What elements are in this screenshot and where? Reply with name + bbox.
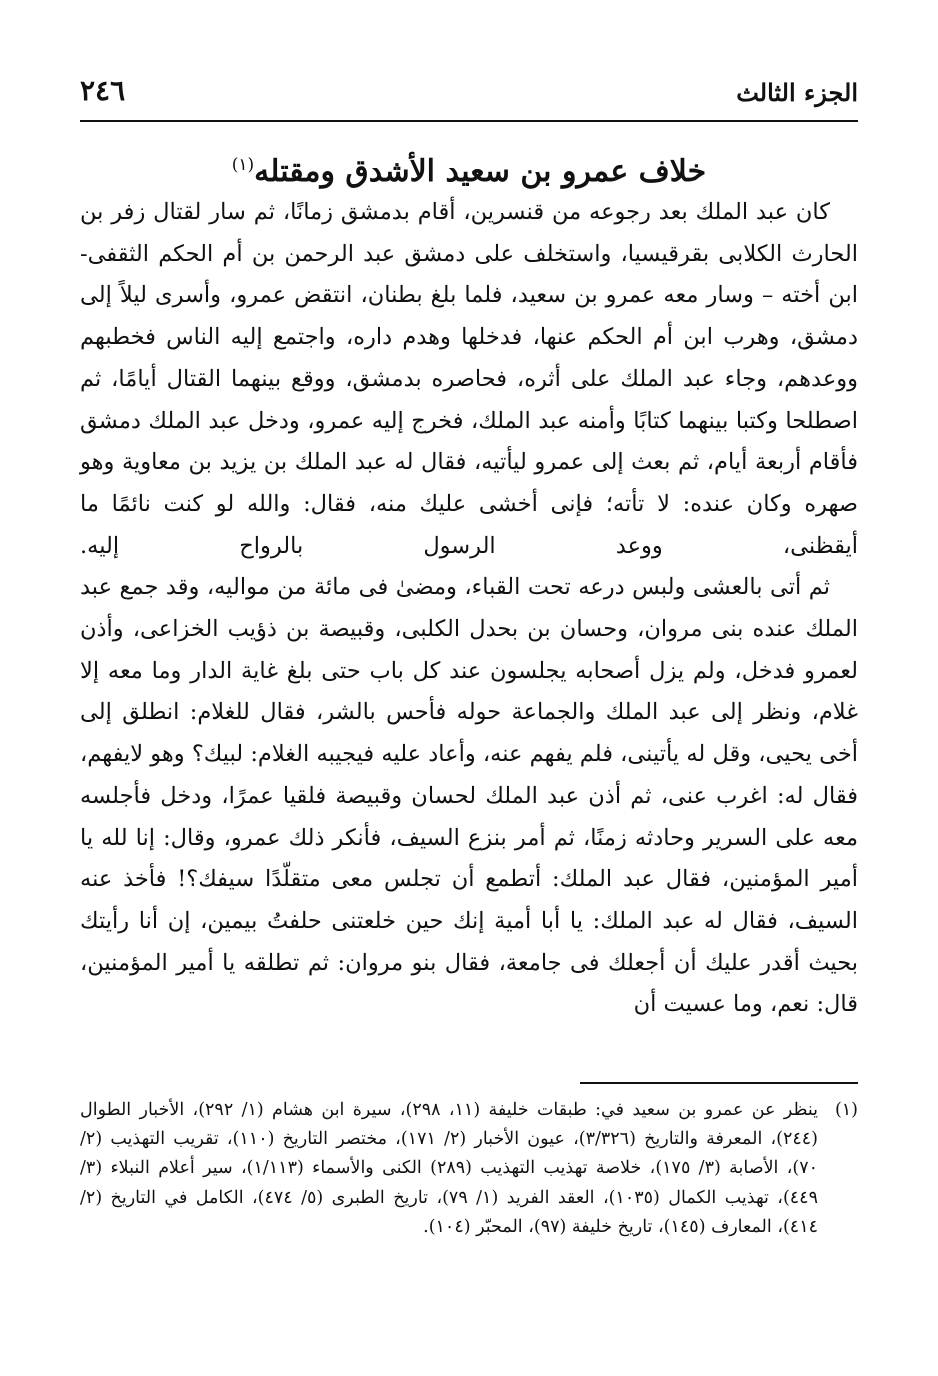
running-head: الجزء الثالث xyxy=(736,78,858,107)
body-text xyxy=(80,192,858,1026)
paragraph: ثم أتى بالعشى ولبس درعه تحت القباء، ومضىٰ فى مائة من مواليه، وقد جمع عبد الملك عنده بنى مروان، وحسان بن بحدل الكلبى، وقبيصة بن ذؤيب الخزاعى، وأذن لعمرو فدخل، ولم يزل أصحابه يجلسون عند كل باب حتى بلغ غاية الدار وما معه إلا غلام، ونظر إلى عبد الملك والجماعة حوله فأحس بالشر، فقال للغلام: انطلق إلى أخى يحيى، وقل له يأتينى، فلم يفهم عنه، وأعاد عليه فيجيبه الغلام: لبيك؟ وهو لايفهم، فقال له: اغرب عنى، ثم أذن عبد الملك لحسان وقبيصة فلقيا عمرًا، ودخل فأجلسه معه على السرير وحادثه زمنًا، ثم أمر بنزع السيف، فأنكر ذلك عمرو، وقال: إنا لله يا أمير المؤمنين، فقال عبد الملك: أتطمع أن تجلس معى متقلّدًا سيفك؟! فأخذ عنه السيف، فقال له عبد الملك: يا أبا أمية إنك حين خلعتنى حلفتُ بيمين، إن أنا رأيتك بحيث أقدر عليك أن أجعلك فى جامعة، فقال بنو مروان: ثم تطلقه يا أمير المؤمنين، قال: نعم، وما عسيت أن xyxy=(80,574,858,1018)
footnote-text: ينظر عن عمرو بن سعيد في: طبقات خليفة (١١، ٢٩٨)، سيرة ابن هشام (١/ ٢٩٢)، الأخبار الطوال (٢٤٤)، المعرفة والتاريخ (٣/٣٢٦)، عيون الأخبار (٢/ ١٧١)، مختصر التاريخ (١١٠)، تقريب التهذيب (٢/ ٧٠)، الأصابة (٣/ ١٧٥)، خلاصة تهذيب التهذيب (٢٨٩) الكنى والأسماء (١/١١٣)، سير أعلام النبلاء (٣/ ٤٤٩)، تهذيب الكمال (١٠٣٥)، العقد الفريد (١/ ٧٩)، تاريخ الطبرى (٥/ ٤٧٤)، الكامل في التاريخ (٢/ ٤١٤)، المعارف (١٤٥)، تاريخ خليفة (٩٧)، المحبّر (١٠٤). xyxy=(80,1100,819,1237)
chapter-title xyxy=(80,140,858,197)
page-header xyxy=(80,72,858,122)
footnote-marker: (١) xyxy=(834,1100,858,1120)
footnote-reference: (١) xyxy=(231,155,255,175)
footnotes xyxy=(80,1096,858,1242)
page-number: ٢٤٦ xyxy=(80,74,126,107)
chapter-title-text: خلاف عمرو بن سعيد الأشدق ومقتله xyxy=(254,154,707,189)
footnote-separator xyxy=(580,1082,858,1084)
paragraph: كان عبد الملك بعد رجوعه من قنسرين، أقام بدمشق زمانًا، ثم سار لقتال زفر بن الحارث الكلابى بقرقيسيا، واستخلف على دمشق عبد الرحمن بن أم الحكم الثقفى- ابن أخته – وسار معه عمرو بن سعيد، فلما بلغ بطنان، انتقض عمرو، وأسرى ليلاً إلى دمشق، وهرب ابن أم الحكم عنها، فدخلها وهدم داره، واجتمع إليه الناس فخطبهم ووعدهم، وجاء عبد الملك على أثره، فحاصره بدمشق، ووقع بينهما القتال أيامًا، ثم اصطلحا وكتبا بينهما كتابًا وأمنه عبد الملك، فخرج إليه عمرو، ودخل عبد الملك دمشق فأقام أربعة أيام، ثم بعث إلى عمرو ليأتيه، فقال له عبد الملك بن يزيد بن معاوية وهو صهره وكان عنده: لا تأته؛ فإنى أخشى عليك منه، فقال: والله لو كنت نائمًا ما أيقظنى، ووعد الرسول بالرواح إليه. xyxy=(80,199,858,559)
footnote xyxy=(80,1096,858,1242)
